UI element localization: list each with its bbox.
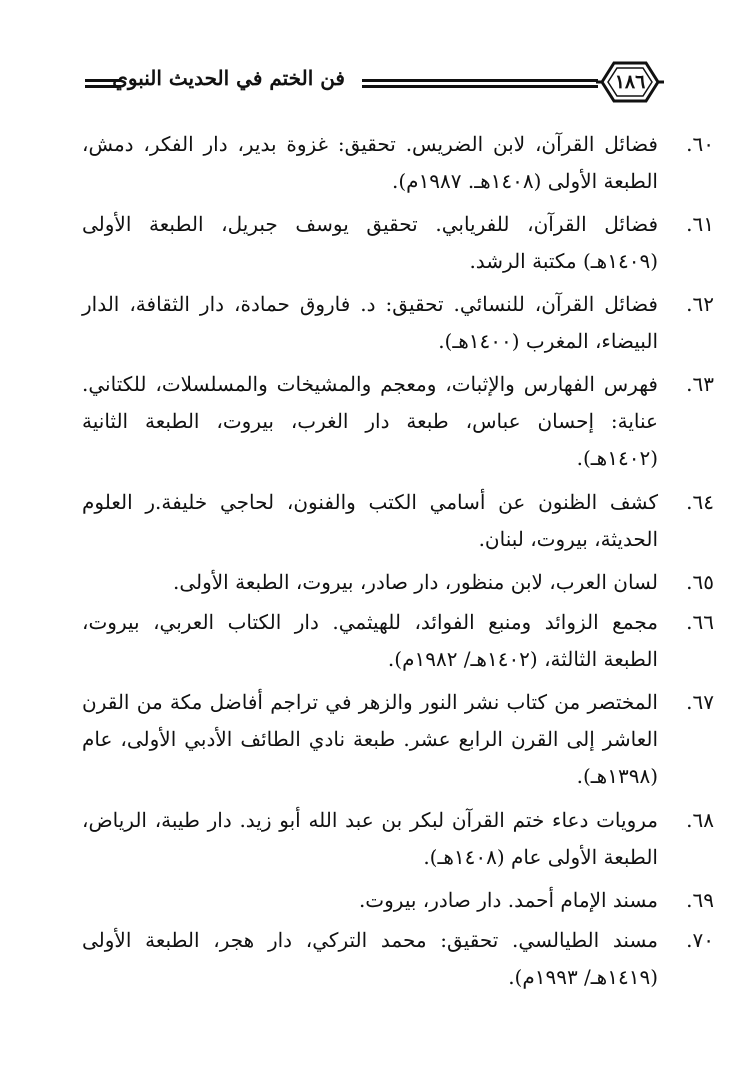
bibliography-entry bbox=[82, 604, 714, 684]
running-title: فن الختم في الحديث النبوي bbox=[112, 66, 345, 90]
bibliography-entry bbox=[82, 126, 714, 206]
bibliography-entry bbox=[82, 802, 714, 882]
page-number-badge bbox=[596, 57, 664, 107]
entry-text: مسند الطيالسي. تحقيق: محمد التركي، دار هجر، الطبعة الأولى (١٤١٩هـ/ ١٩٩٣م). bbox=[82, 928, 658, 989]
entry-text: فضائل القرآن، لابن الضريس. تحقيق: غزوة بدير، دار الفكر، دمش، الطبعة الأولى (١٤٠٨هـ. ١٩٨٧م). bbox=[82, 132, 658, 193]
entry-number: ٦٠. bbox=[686, 132, 714, 156]
bibliography-entry bbox=[82, 286, 714, 366]
entry-text: كشف الظنون عن أسامي الكتب والفنون، لحاجي خليفة.ر العلوم الحديثة، بيروت، لبنان. bbox=[82, 490, 658, 551]
entry-text: مسند الإمام أحمد. دار صادر، بيروت. bbox=[358, 888, 658, 912]
entry-number: ٦٣. bbox=[686, 372, 714, 396]
header-right-rule bbox=[362, 79, 598, 93]
entry-text: مرويات دعاء ختم القرآن لبكر بن عبد الله أبو زيد. دار طيبة، الرياض، الطبعة الأولى عام (١٤٠٨هـ). bbox=[82, 808, 658, 869]
bibliography-list bbox=[82, 126, 714, 1002]
entry-number: ٧٠. bbox=[686, 928, 714, 952]
entry-number: ٦٨. bbox=[686, 808, 714, 832]
bibliography-entry bbox=[82, 366, 714, 484]
entry-number: ٦٩. bbox=[686, 888, 714, 912]
bibliography-entry bbox=[82, 882, 714, 922]
bibliography-entry bbox=[82, 484, 714, 564]
bibliography-entry bbox=[82, 206, 714, 286]
entry-number: ٦٥. bbox=[686, 570, 714, 594]
entry-number: ٦١. bbox=[686, 212, 714, 236]
page-number: ١٨٦ bbox=[614, 71, 646, 93]
entry-number: ٦٧. bbox=[686, 690, 714, 714]
entry-text: فضائل القرآن، للفريابي. تحقيق يوسف جبريل، الطبعة الأولى (١٤٠٩هـ) مكتبة الرشد. bbox=[82, 212, 658, 273]
entry-text: فضائل القرآن، للنسائي. تحقيق: د. فاروق حمادة، دار الثقافة، الدار البيضاء، المغرب (١٤٠٠هـ). bbox=[82, 292, 658, 353]
entry-number: ٦٤. bbox=[686, 490, 714, 514]
entry-text: المختصر من كتاب نشر النور والزهر في تراجم أفاضل مكة من القرن العاشر إلى القرن الرابع عشر. طبعة نادي الطائف الأدبي الأولى، عام (١٣٩٨هـ). bbox=[82, 690, 658, 788]
entry-text: فهرس الفهارس والإثبات، ومعجم والمشيخات والمسلسلات، للكتاني. عناية: إحسان عباس، طبعة دار الغرب، بيروت، الطبعة الثانية (١٤٠٢هـ). bbox=[82, 372, 658, 470]
bibliography-entry bbox=[82, 564, 714, 604]
entry-number: ٦٦. bbox=[686, 610, 714, 634]
bibliography-entry bbox=[82, 922, 714, 1002]
entry-text: مجمع الزوائد ومنبع الفوائد، للهيثمي. دار الكتاب العربي، بيروت، الطبعة الثالثة، (١٤٠٢هـ/ ١٩٨٢م). bbox=[82, 610, 658, 671]
entry-text: لسان العرب، لابن منظور، دار صادر، بيروت، الطبعة الأولى. bbox=[173, 570, 658, 594]
bibliography-entry bbox=[82, 684, 714, 802]
entry-number: ٦٢. bbox=[686, 292, 714, 316]
page-header bbox=[0, 0, 742, 120]
